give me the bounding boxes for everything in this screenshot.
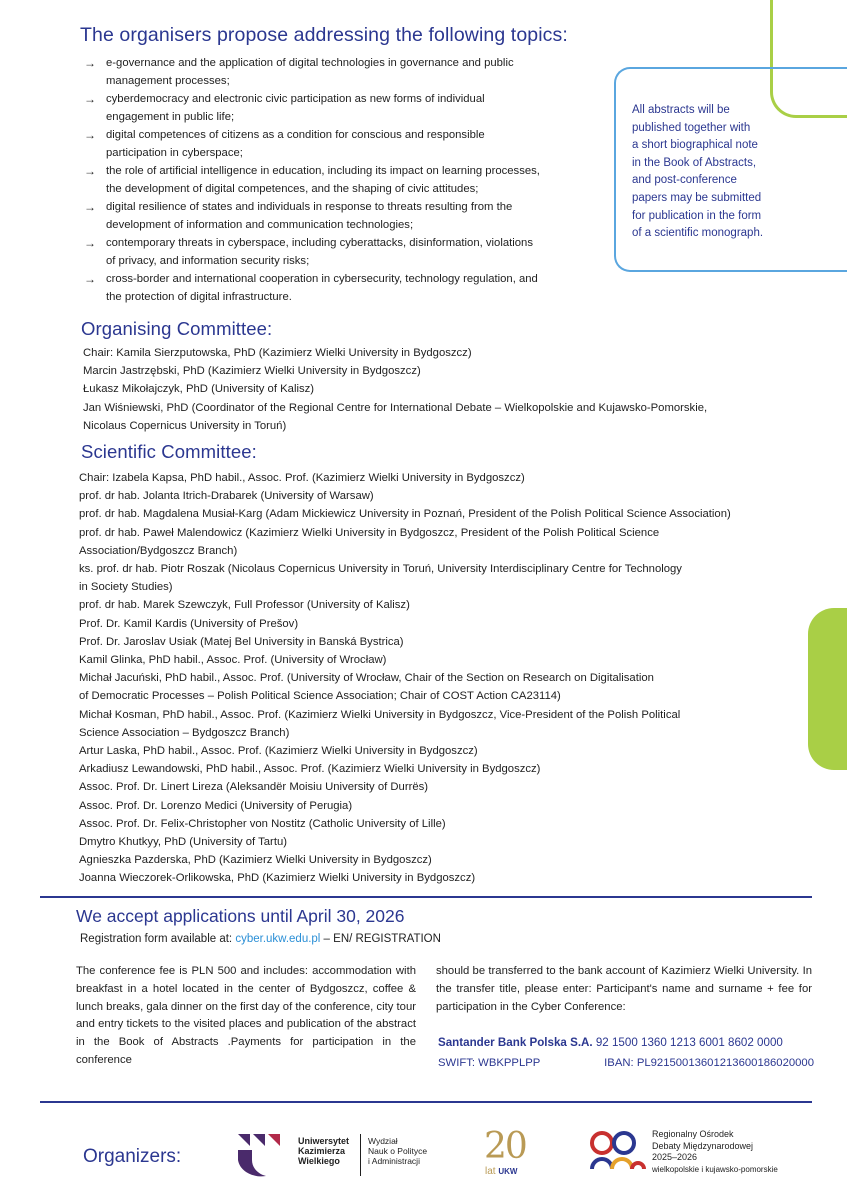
topic-line: the development of digital competences, and the shaping of civic attitudes; <box>106 183 479 195</box>
registration-suffix: – EN/ REGISTRATION <box>320 933 441 945</box>
callout-line: a short biographical note <box>632 139 758 152</box>
lat-word: lat <box>485 1166 496 1177</box>
topic-line: management processes; <box>106 75 230 87</box>
organising-committee-member: Jan Wiśniewski, PhD (Coordinator of the Regional Centre for International Debate – Wielkopolskie and Kujawsko-Pomorskie, <box>83 401 708 414</box>
scientific-committee-list <box>79 469 824 888</box>
scientific-committee-member: Agnieszka Pazderska, PhD (Kazimierz Wielki University in Bydgoszcz) <box>79 854 432 867</box>
bank-name: Santander Bank Polska S.A. <box>438 1036 593 1049</box>
ukw-crest-icon <box>236 1130 286 1180</box>
topic-item <box>84 90 614 126</box>
scientific-committee-heading: Scientific Committee: <box>81 441 257 462</box>
organising-committee-member: Nicolaus Copernicus University in Toruń) <box>83 419 287 432</box>
topic-line: engagement in public life; <box>106 111 235 123</box>
ukw-dept-line: Wydział <box>368 1136 398 1146</box>
topic-item <box>84 270 614 306</box>
scientific-committee-member: prof. dr hab. Paweł Malendowicz (Kazimierz Wielki University in Bydgoszcz, President of the Polish Political Science <box>79 526 660 539</box>
topic-item <box>84 54 614 90</box>
topic-item <box>84 234 614 270</box>
arrow-right-icon: → <box>84 200 96 214</box>
scientific-committee-member: Kamil Glinka, PhD habil., Assoc. Prof. (University of Wrocław) <box>79 654 387 667</box>
topic-item <box>84 126 614 162</box>
scientific-committee-member: Artur Laska, PhD habil., Assoc. Prof. (Kazimierz Wielki University in Bydgoszcz) <box>79 745 478 758</box>
abstracts-callout-text <box>632 102 792 243</box>
ukw-logo-separator <box>360 1134 361 1176</box>
organising-committee-member: Łukasz Mikołajczyk, PhD (University of Kalisz) <box>83 383 315 396</box>
rodm-region: wielkopolskie i kujawsko-pomorskie <box>652 1164 778 1174</box>
topic-item <box>84 162 614 198</box>
ukw-name <box>298 1136 349 1166</box>
callout-line: published together with <box>632 121 751 134</box>
topic-line: development of information and communication technologies; <box>106 219 414 231</box>
organising-committee-list <box>83 344 823 435</box>
registration-form-line <box>80 933 441 945</box>
topic-line: digital resilience of states and individuals in response to threats resulting from the <box>106 201 513 213</box>
scientific-committee-member: prof. dr hab. Jolanta Itrich-Drabarek (University of Warsaw) <box>79 490 374 503</box>
scientific-committee-member: ks. prof. dr hab. Piotr Roszak (Nicolaus Copernicus University in Toruń, University Interdisciplinary Centre for Technology <box>79 563 682 576</box>
scientific-committee-member: prof. dr hab. Marek Szewczyk, Full Professor (University of Kalisz) <box>79 599 410 612</box>
registration-link[interactable]: cyber.ukw.edu.pl <box>235 933 321 945</box>
ukw-name-line: Wielkiego <box>298 1156 340 1166</box>
arrow-right-icon: → <box>84 128 96 142</box>
application-deadline: We accept applications until April 30, 2026 <box>76 906 405 926</box>
topic-line: the protection of digital infrastructure. <box>106 291 292 303</box>
arrow-right-icon: → <box>84 164 96 178</box>
organising-committee-member: Chair: Kamila Sierzputowska, PhD (Kazimierz Wielki University in Bydgoszcz) <box>83 347 472 359</box>
divider-top <box>40 896 812 898</box>
ukw-logo <box>236 1128 456 1184</box>
topic-line: e-governance and the application of digital technologies in governance and public <box>106 57 514 69</box>
scientific-committee-member: Joanna Wieczorek-Orlikowska, PhD (Kazimierz Wielki University in Bydgoszcz) <box>79 872 476 885</box>
scientific-committee-member: Association/Bydgoszcz Branch) <box>79 544 238 557</box>
arrow-right-icon: → <box>84 272 96 286</box>
scientific-committee-member: prof. dr hab. Magdalena Musiał-Karg (Adam Mickiewicz University in Poznań, President of the Polish Political Science Association) <box>79 508 731 521</box>
topics-heading: The organisers propose addressing the following topics: <box>80 24 568 46</box>
callout-line: for publication in the form <box>632 209 762 222</box>
callout-line: papers may be submitted <box>632 191 762 204</box>
rodm-circles-icon <box>590 1129 646 1183</box>
scientific-committee-member: Chair: Izabela Kapsa, PhD habil., Assoc. Prof. (Kazimierz Wielki University in Bydgoszcz) <box>79 472 525 484</box>
callout-line: in the Book of Abstracts, <box>632 156 757 169</box>
ukw-dept-line: Nauk o Polityce <box>368 1146 428 1156</box>
scientific-committee-member: Assoc. Prof. Dr. Felix-Christopher von Nostitz (Catholic University of Lille) <box>79 817 446 830</box>
topic-item <box>84 198 614 234</box>
scientific-committee-member: Michał Kosman, PhD habil., Assoc. Prof. (Kazimierz Wielki University in Bydgoszcz, Vice-President of the Polish Political <box>79 708 681 721</box>
callout-line: of a scientific monograph. <box>632 227 764 240</box>
fee-description-right: should be transferred to the bank account of Kazimierz Wielki University. In the transfer title, please enter: Participant's name and surname + fee for participation in the Cyber Conference: <box>436 965 812 1013</box>
scientific-committee-member: Dmytro Khutkyy, PhD (University of Tartu) <box>79 836 287 849</box>
ukw-name-line: Uniwersytet <box>298 1136 350 1146</box>
arrow-right-icon: → <box>84 236 96 250</box>
scientific-committee-member: Prof. Dr. Jaroslav Usiak (Matej Bel University in Banská Bystrica) <box>79 635 404 648</box>
topic-line: contemporary threats in cyberspace, including cyberattacks, disinformation, violations <box>106 237 533 249</box>
topic-line: digital competences of citizens as a condition for conscious and responsible <box>106 129 485 141</box>
rodm-line: 2025–2026 <box>652 1152 698 1162</box>
scientific-committee-member: Michał Jacuński, PhD habil., Assoc. Prof. (University of Wrocław, Chair of the Section on Research on Digitalisation <box>79 672 654 685</box>
twenty-numeral: 20 <box>484 1126 526 1167</box>
topic-line: of privacy, and information security risks; <box>106 255 310 267</box>
callout-line: and post-conference <box>632 174 737 187</box>
scientific-committee-member: Science Association – Bydgoszcz Branch) <box>79 726 290 739</box>
topics-list <box>84 54 614 306</box>
scientific-committee-member: Assoc. Prof. Dr. Linert Lireza (Aleksandër Moisiu University of Durrës) <box>79 781 429 794</box>
fee-description-left: The conference fee is PLN 500 and includes: accommodation with breakfast in a hotel located in the center of Bydgoszcz, coffee & lunch breaks, gala dinner on the first day of the conference, city tour and entry tickets to the visited places and publication of the abstract in the Book of Abstracts .Payments for participation in the conference <box>76 965 416 1066</box>
ukw-20-years-logo <box>482 1128 538 1184</box>
callout-line: All abstracts will be <box>632 104 730 116</box>
topic-line: cyberdemocracy and electronic civic participation as new forms of individual <box>106 93 485 105</box>
ukw-dept-line: i Administracji <box>368 1156 420 1166</box>
ukw-name-line: Kazimierza <box>298 1146 346 1156</box>
organising-committee-heading: Organising Committee: <box>81 318 273 339</box>
topic-line: cross-border and international cooperation in cybersecurity, technology regulation, and <box>106 273 538 285</box>
rodm-text <box>652 1129 778 1175</box>
divider-bottom <box>40 1101 812 1103</box>
scientific-committee-member: in Society Studies) <box>79 581 173 594</box>
registration-prefix: Registration form available at: <box>80 933 236 945</box>
bank-codes-line <box>438 1057 814 1069</box>
bank-swift: SWIFT: WBKPPLPP <box>438 1057 541 1069</box>
twenty-years-caption <box>485 1166 517 1177</box>
scientific-committee-member: of Democratic Processes – Polish Political Science Association; Chair of COST Action CA23114) <box>79 690 561 703</box>
topic-line: participation in cyberspace; <box>106 147 243 159</box>
organising-committee-member: Marcin Jastrzębski, PhD (Kazimierz Wielki University in Bydgoszcz) <box>83 365 421 378</box>
ukw-department <box>368 1136 427 1166</box>
bank-account-number: 92 1500 1360 1213 6001 8602 0000 <box>592 1036 783 1049</box>
topic-line: the role of artificial intelligence in education, including its impact on learning processes, <box>106 165 540 177</box>
lat-ukw: UKW <box>498 1167 518 1176</box>
arrow-right-icon: → <box>84 92 96 106</box>
scientific-committee-member: Arkadiusz Lewandowski, PhD habil., Assoc. Prof. (Kazimierz Wielki University in Bydgoszcz) <box>79 763 541 776</box>
bank-account-line <box>438 1036 783 1049</box>
rodm-logo <box>590 1127 810 1187</box>
rodm-line: Debaty Międzynarodowej <box>652 1140 754 1151</box>
organizers-label: Organizers: <box>83 1146 182 1167</box>
scientific-committee-member: Prof. Dr. Kamil Kardis (University of Prešov) <box>79 617 299 630</box>
bank-iban: IBAN: PL92150013601213600186020000 <box>604 1057 814 1069</box>
rodm-line: Regionalny Ośrodek <box>652 1129 734 1139</box>
arrow-right-icon: → <box>84 56 96 70</box>
scientific-committee-member: Assoc. Prof. Dr. Lorenzo Medici (University of Perugia) <box>79 799 353 812</box>
